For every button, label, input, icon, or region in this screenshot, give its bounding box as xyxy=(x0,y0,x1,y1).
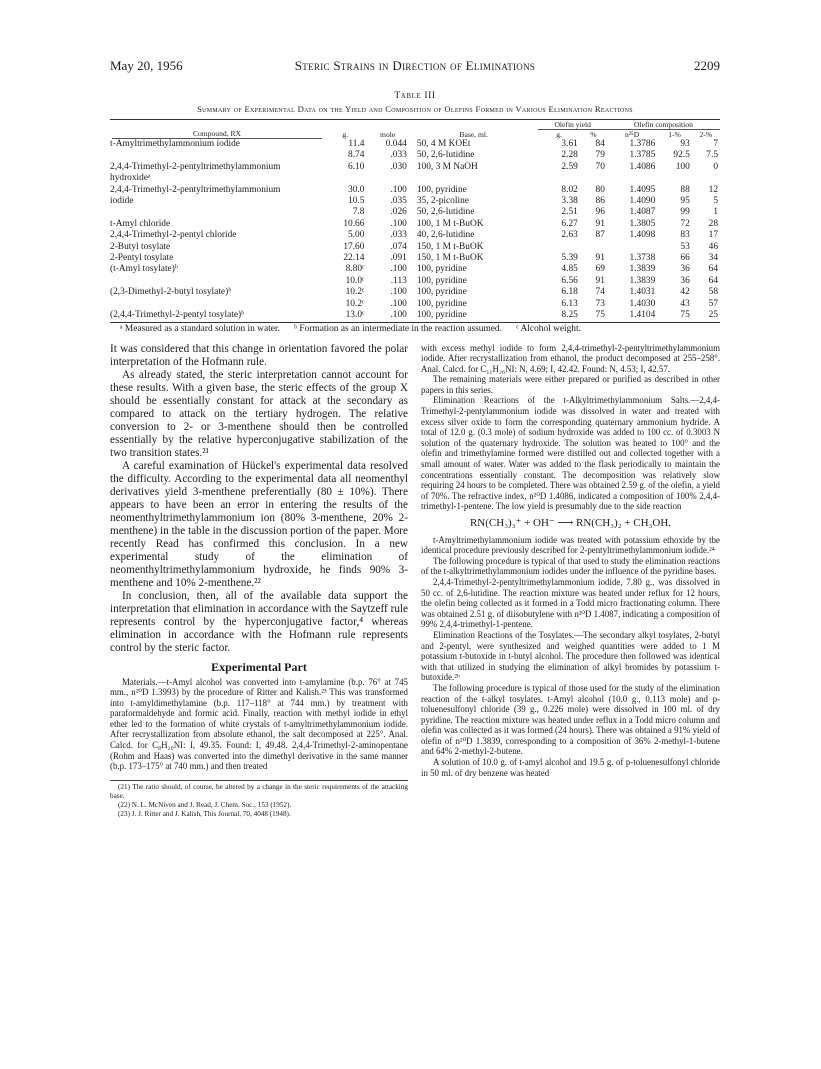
yield-pct-cell: 70 xyxy=(595,161,605,172)
mole-cell: .035 xyxy=(390,196,407,207)
data-table xyxy=(110,119,720,323)
refractive-index-cell: 1.4104 xyxy=(629,310,656,321)
two-pct-cell: 7.5 xyxy=(706,150,718,161)
compound-cell xyxy=(110,207,324,218)
section-title: Experimental Part xyxy=(211,659,307,674)
two-pct-cell: 34 xyxy=(708,253,718,264)
yield-g-cell xyxy=(538,242,579,253)
one-pct-cell: 42 xyxy=(680,287,690,298)
base-cell: 100, pyridine xyxy=(416,287,467,298)
running-head xyxy=(110,58,720,76)
compound-cell xyxy=(110,276,324,287)
yield-pct-cell: 80 xyxy=(595,184,605,195)
mole-cell: .100 xyxy=(390,310,407,321)
one-pct-cell: 93 xyxy=(680,139,690,149)
references xyxy=(110,780,408,820)
yield-g-cell: 6.18 xyxy=(561,287,578,298)
compound-cell: (t-Amyl tosylate)ᵇ xyxy=(110,264,178,275)
table-row xyxy=(110,185,720,196)
two-pct-cell: 7 xyxy=(713,139,718,149)
header-two-pct: 2-% xyxy=(699,130,713,139)
grams-cell: 17.60 xyxy=(343,241,365,252)
header-one-pct: 1-% xyxy=(668,130,681,139)
mole-cell: .100 xyxy=(390,218,407,229)
body-paragraph: As already stated, the steric interpretation cannot account for these results. With a given base, the steric effects of the group X should be essentially constant for attack at the secondary as compared to attack on the tertiary hydrogen. The relative conversion to 2- or 3-menthene should then be controlled essentially by the relative hyperconjugative stabilization of the two transition states.²¹ xyxy=(110,368,408,459)
body-paragraph: A solution of 10.0 g. of t-amyl alcohol and 19.5 g. of p-toluenesulfonyl chloride in 50 ml. of dry benzene was heated xyxy=(421,757,720,778)
grams-cell: 7.8 xyxy=(352,207,365,218)
header-compound: Compound, RX xyxy=(110,120,324,140)
table-footnotes xyxy=(110,324,720,334)
header-olefin-composition: Olefin composition xyxy=(607,120,720,130)
table-footnote: ᵇ Formation as an intermediate in the reaction assumed. xyxy=(294,323,502,334)
mole-cell: .113 xyxy=(390,275,407,286)
yield-pct-cell xyxy=(580,242,607,253)
body-paragraph: Elimination Reactions of the t-Alkyltrimethylammonium Salts.—2,4,4-Trimethyl-2-pentylammonium iodide was dissolved in water and treated with excess silver oxide to form the corresponding quaternary ammonium hydride. A total of 12.0 g. (0.3 mole) of sodium hydroxide was added to 100 cc. of 0.3003 N solution of the quaternary hydroxide. The solution was heated to 100° and the olefin and trimethylamine formed were distilled out and collected together with a small amount of water. Water was added to the flask periodically to maintain the concentrations essentially constant. The decomposition was relatively slow requiring 24 hours to be completed. There was obtained 2.59 g. of the olefin, a yield of 70%. The refractive index, n²⁰D 1.4086, indicated a composition of 100% 2,4,4-trimethyl-1-pentene. The low yield is presumably due to the side reaction xyxy=(421,395,720,512)
reference-item: (21) The ratio should, of course, be altered by a change in the steric requirements of the attacking base. xyxy=(110,782,408,801)
grams-cell: 6.10 xyxy=(348,161,365,172)
yield-g-cell: 2.59 xyxy=(561,161,578,172)
refractive-index-cell xyxy=(607,242,657,253)
yield-g-cell: 6.13 xyxy=(561,298,578,309)
base-cell: 40, 2,6-lutidine xyxy=(416,230,475,241)
refractive-index-cell: 1.4090 xyxy=(629,196,656,207)
compound-cell: 2,4,4-Trimethyl-2-pentyl chloride xyxy=(110,230,237,241)
table-row xyxy=(110,287,720,298)
compound-cell: (2,3-Dimethyl-2-butyl tosylate)ᵇ xyxy=(110,287,232,298)
mole-cell: 0.044 xyxy=(385,139,407,149)
yield-pct-cell: 75 xyxy=(595,310,605,321)
yield-pct-cell: 79 xyxy=(595,150,605,161)
table-row xyxy=(110,139,720,150)
yield-pct-cell: 91 xyxy=(595,275,605,286)
page-number: 2209 xyxy=(694,58,720,73)
one-pct-cell: 43 xyxy=(680,298,690,309)
compound-cell: 2-Pentyl tosylate xyxy=(110,253,174,264)
two-pct-cell: 25 xyxy=(708,310,718,321)
header-base: Base, ml. xyxy=(459,130,488,139)
two-pct-cell: 5 xyxy=(713,196,718,207)
base-cell: 50, 2,6-lutidine xyxy=(416,207,475,218)
grams-cell: 30.0 xyxy=(348,184,365,195)
body-paragraph: It was considered that this change in orientation favored the polar interpretation of the Hofmann rule. xyxy=(110,342,408,368)
one-pct-cell: 88 xyxy=(680,184,690,195)
two-pct-cell: 64 xyxy=(708,275,718,286)
refractive-index-cell: 1.3805 xyxy=(629,218,656,229)
yield-pct-cell: 86 xyxy=(595,196,605,207)
reference-item: (22) N. L. McNiven and J. Read, J. Chem. Soc., 153 (1952). xyxy=(118,801,292,810)
yield-g-cell: 2.28 xyxy=(561,150,578,161)
one-pct-cell: 53 xyxy=(680,241,690,252)
compound-cell: 2,4,4-Trimethyl-2-pentyltrimethylammonium xyxy=(110,184,281,195)
two-pct-cell: 12 xyxy=(708,184,718,195)
refractive-index-cell: 1.4095 xyxy=(629,184,656,195)
yield-pct-cell: 96 xyxy=(595,207,605,218)
refractive-index-cell: 1.4086 xyxy=(629,161,656,172)
table-row xyxy=(110,207,720,218)
compound-cell: 2,4,4-Trimethyl-2-pentyltrimethylammonium hydroxideᵃ xyxy=(110,161,281,184)
base-cell: 100, 3 M NaOH xyxy=(416,161,478,172)
compound-cell: (2,4,4-Trimethyl-2-pentyl tosylate)ᵇ xyxy=(110,310,245,321)
table-footnote: ᶜ Alcohol weight. xyxy=(516,323,581,334)
base-cell: 100, pyridine xyxy=(416,298,467,309)
one-pct-cell: 72 xyxy=(680,218,690,229)
yield-g-cell: 2.51 xyxy=(561,207,578,218)
left-column xyxy=(110,343,408,820)
base-cell: 50, 2,6-lutidine xyxy=(416,150,475,161)
table-row xyxy=(110,299,720,310)
one-pct-cell: 92.5 xyxy=(673,150,690,161)
yield-g-cell: 8.25 xyxy=(561,310,578,321)
compound-cell: 2-Butyl tosylate xyxy=(110,241,171,252)
reference-item: (23) J. J. Ritter and J. Kalish, This Journal, 70, 4048 (1948). xyxy=(118,810,291,819)
one-pct-cell: 75 xyxy=(680,310,690,321)
refractive-index-cell: 1.4087 xyxy=(629,207,656,218)
body-paragraph: The following procedure is typical of those used for the study of the elimination reaction of the t-alkyl tosylates. t-Amyl alcohol (10.0 g., 0.113 mole) and p-toluenesulfonyl chloride (39 g., 0.226 mole) were dissolved in 100 ml. of dry pyridine. The reaction mixture was heated under reflux in a Todd micro column and olefin was collected as it was formed (24 hours). There was obtained a 91% yield of olefin of n²⁰D 1.3839, corresponding to a composition of 36% 2-methyl-1-butene and 64% 2-methyl-2-butene. xyxy=(421,682,720,757)
yield-pct-cell: 74 xyxy=(595,287,605,298)
refractive-index-cell: 1.3738 xyxy=(629,253,656,264)
compound-cell xyxy=(110,299,324,310)
page-date: May 20, 1956 xyxy=(110,58,183,73)
grams-cell: 10.0ᶜ xyxy=(345,275,365,286)
one-pct-cell: 66 xyxy=(680,253,690,264)
header-yield-g: g. xyxy=(556,130,562,139)
refractive-index-cell: 1.3786 xyxy=(629,139,656,149)
table-row xyxy=(110,264,720,275)
body-paragraph: t-Amyltrimethylammonium iodide was treated with potassium ethoxide by the identical procedure previously described for 2-pentyltrimethylammonium iodide.²⁴ xyxy=(421,534,720,556)
compound-cell: iodide xyxy=(110,196,134,207)
body-paragraph: The remaining materials were either prepared or purified as described in other papers in this series. xyxy=(421,374,720,395)
refractive-index-cell: 1.3839 xyxy=(629,264,656,275)
grams-cell: 10.66 xyxy=(343,218,365,229)
mole-cell: .026 xyxy=(390,207,407,218)
mole-cell: .100 xyxy=(390,298,407,309)
header-g: g. xyxy=(342,130,349,139)
base-cell: 50, 4 M KOEt xyxy=(416,139,471,149)
header-mole: mole xyxy=(380,130,396,139)
table-row xyxy=(110,150,720,161)
right-column xyxy=(421,343,720,779)
header-nd: n²⁵D xyxy=(624,130,640,139)
table-row xyxy=(110,310,720,322)
mole-cell: .033 xyxy=(390,230,407,241)
yield-g-cell: 6.27 xyxy=(561,218,578,229)
compound-cell: t-Amyl chloride xyxy=(110,218,171,229)
grams-cell: 5.00 xyxy=(348,230,365,241)
body-paragraph: In conclusion, then, all of the available data support the interpretation that elimination in accordance with the Saytzeff rule represents control by the hyperconjugative factor,⁴ whereas elimination in accordance with the Hofmann rule represents control by the steric factor. xyxy=(110,589,408,654)
journal-page xyxy=(110,58,720,819)
refractive-index-cell: 1.4030 xyxy=(629,298,656,309)
base-cell: 35, 2-picoline xyxy=(416,196,469,207)
mole-cell: .100 xyxy=(390,264,407,275)
body-paragraph: The following procedure is typical of that used to study the elimination reactions of the t-alkyltrimethylammonium iodides under the influence of the pyridine bases. xyxy=(421,555,720,577)
table-row xyxy=(110,253,720,264)
yield-g-cell: 3.61 xyxy=(561,139,578,149)
mole-cell: .100 xyxy=(390,287,407,298)
one-pct-cell: 36 xyxy=(680,264,690,275)
body-paragraph: A careful examination of Hückel's experimental data resolved the difficulty. According to the experimental data all neomenthyl derivatives yield 3-menthene preferentially (80 ± 10%). There appears to have been an error in entering the results of the neomenthyltrimethylammonium ion (80% 3-menthene, 20% 2-menthene) in the table in the discussion portion of the paper. More recently Read has confirmed this conclusion. In a new experimental study of the elimination of neomenthyltrimethylammonium hydroxide, he finds 90% 3-menthene and 10% 2-menthene.²² xyxy=(110,459,408,589)
yield-g-cell: 3.38 xyxy=(561,196,578,207)
running-title: Steric Strains in Direction of Eliminations xyxy=(294,58,536,73)
table-body xyxy=(110,139,720,322)
base-cell: 100, pyridine xyxy=(416,275,467,286)
yield-g-cell: 8.02 xyxy=(561,184,578,195)
body-paragraph: Elimination Reactions of the Tosylates.—The secondary alkyl tosylates, 2-butyl and 2-pentyl, were synthesized and weighed quantities were added to 1 M potassium t-butoxide in t-butyl alcohol. The procedure then followed was identical with that utilized in studying the elimination of alkyl bromides by potassium t-butoxide.²ᵇ xyxy=(421,629,720,683)
yield-pct-cell: 69 xyxy=(595,264,605,275)
grams-cell: 13.0ᶜ xyxy=(345,310,365,321)
mole-cell: .030 xyxy=(390,161,407,172)
one-pct-cell: 83 xyxy=(680,230,690,241)
yield-pct-cell: 73 xyxy=(595,298,605,309)
one-pct-cell: 95 xyxy=(680,196,690,207)
yield-g-cell: 6.56 xyxy=(561,275,578,286)
two-pct-cell: 0 xyxy=(713,161,718,172)
grams-cell: 10.2ᶜ xyxy=(345,287,365,298)
experimental-text xyxy=(110,677,408,772)
two-pct-cell: 57 xyxy=(708,298,718,309)
base-cell: 150, 1 M t-BuOK xyxy=(416,241,484,252)
table-row xyxy=(110,162,720,185)
one-pct-cell: 36 xyxy=(680,275,690,286)
reaction-equation: RN(CH₃)₃⁺ + OH⁻ ⟶ RN(CH₃)₂ + CH₃OH. xyxy=(469,517,672,529)
grams-cell: 10.2ᶜ xyxy=(345,298,365,309)
body-paragraph: with excess methyl iodide to form 2,4,4-trimethyl-2-pentyltrimethylammonium iodide. After recrystallization from ethanol, the product decomposed at 255–258°. Anal. Calcd. for C₁₁H₂₆NI: N, 4.69; I, 42.42. Found: N, 4.53; I, 42.57. xyxy=(421,342,720,374)
two-pct-cell: 17 xyxy=(708,230,718,241)
base-cell: 150, 1 M t-BuOK xyxy=(416,253,484,264)
mole-cell: .033 xyxy=(390,150,407,161)
table-row xyxy=(110,196,720,207)
table-row xyxy=(110,242,720,253)
two-pct-cell: 1 xyxy=(713,207,718,218)
refractive-index-cell: 1.4031 xyxy=(629,287,656,298)
table-row xyxy=(110,219,720,230)
table-footnote: ᵃ Measured as a standard solution in water. xyxy=(120,323,280,334)
refractive-index-cell: 1.3839 xyxy=(629,275,656,286)
yield-pct-cell: 87 xyxy=(595,230,605,241)
yield-g-cell: 2.63 xyxy=(561,230,578,241)
body-paragraph: Materials.—t-Amyl alcohol was converted into t-amylamine (b.p. 76° at 745 mm., n²⁰D 1.3993) by the procedure of Ritter and Kalish.²³ This was transformed into t-amyldimethylamine (b.p. 117–118° at 744 mm.) by treatment with paraformaldehyde and formic acid. Finally, reaction with methyl iodide in ethyl ether led to the formation of white crystals of t-amyltrimethylammonium iodide. After recrystallization from absolute ethanol, the salt decomposed at 225°. Anal. Calcd. for C₈H₂₀NI: I, 49.35. Found: I, 49.48. 2,4,4-Trimethyl-2-aminopentane (Rohm and Haas) was converted into the dimethyl derivative in the same manner (b.p. 173–175° at 740 mm.) and then treated xyxy=(110,676,408,772)
two-pct-cell: 28 xyxy=(708,218,718,229)
base-cell: 100, pyridine xyxy=(416,184,467,195)
mole-cell: .074 xyxy=(390,241,407,252)
two-pct-cell: 64 xyxy=(708,264,718,275)
mole-cell: .100 xyxy=(390,184,407,195)
header-yield-pct: % xyxy=(590,130,597,139)
mole-cell: .091 xyxy=(390,253,407,264)
compound-cell xyxy=(110,150,324,161)
refractive-index-cell: 1.3785 xyxy=(629,150,656,161)
one-pct-cell: 99 xyxy=(680,207,690,218)
grams-cell: 22.14 xyxy=(343,253,365,264)
two-pct-cell: 46 xyxy=(708,241,718,252)
yield-pct-cell: 91 xyxy=(595,218,605,229)
one-pct-cell: 100 xyxy=(675,161,690,172)
table-row xyxy=(110,276,720,287)
table-row xyxy=(110,230,720,241)
grams-cell: 10.5 xyxy=(348,196,365,207)
header-olefin-yield: Olefin yield xyxy=(538,120,606,130)
grams-cell: 11.4 xyxy=(348,139,365,149)
table-label: Table III xyxy=(394,91,436,101)
base-cell: 100, pyridine xyxy=(416,264,467,275)
base-cell: 100, pyridine xyxy=(416,310,467,321)
yield-pct-cell: 84 xyxy=(595,139,605,149)
grams-cell: 8.74 xyxy=(348,150,365,161)
grams-cell: 8.80ᶜ xyxy=(345,264,365,275)
body-paragraph: 2,4,4-Trimethyl-2-pentyltrimethylammonium iodide, 7.80 g., was dissolved in 50 cc. of 2,6-lutidine. The reaction mixture was heated under reflux for 12 hours, the olefin being collected as it formed in a Todd micro fractionating column. There was obtained 2.51 g. of diisobutylene with n²⁰D 1.4087, indicating a composition of 99% 2,4,4-trimethyl-1-pentene. xyxy=(421,576,720,630)
compound-cell: t-Amyltrimethylammonium iodide xyxy=(110,139,240,149)
yield-pct-cell: 91 xyxy=(595,253,605,264)
base-cell: 100, 1 M t-BuOK xyxy=(416,218,484,229)
refractive-index-cell: 1.4098 xyxy=(629,230,656,241)
yield-g-cell: 4.85 xyxy=(561,264,578,275)
two-pct-cell: 58 xyxy=(708,287,718,298)
table-caption: Summary of Experimental Data on the Yield and Composition of Olefins Formed in Various Elimination Reactions xyxy=(197,104,633,114)
yield-g-cell: 5.39 xyxy=(561,253,578,264)
